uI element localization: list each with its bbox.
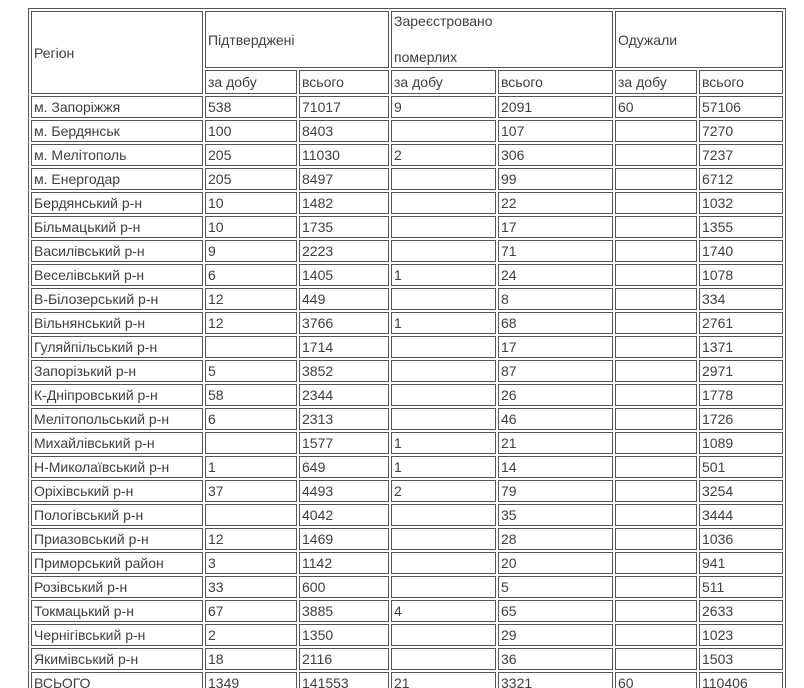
cell-confirmed-total: 141553 bbox=[299, 672, 389, 688]
cell-deaths-total: 17 bbox=[498, 336, 613, 358]
cell-confirmed-per-day: 18 bbox=[205, 648, 297, 670]
cell-region: Токмацький р-н bbox=[31, 600, 203, 622]
cell-recovered-total: 1503 bbox=[699, 648, 783, 670]
cell-recovered-per-day bbox=[615, 648, 697, 670]
cell-deaths-per-day: 1 bbox=[391, 312, 496, 334]
table-row bbox=[31, 192, 783, 214]
cell-recovered-total: 1371 bbox=[699, 336, 783, 358]
cell-confirmed-per-day: 33 bbox=[205, 576, 297, 598]
cell-deaths-total: 8 bbox=[498, 288, 613, 310]
cell-deaths-total: 5 bbox=[498, 576, 613, 598]
cell-recovered-per-day bbox=[615, 528, 697, 550]
cell-deaths-per-day bbox=[391, 288, 496, 310]
cell-recovered-total: 511 bbox=[699, 576, 783, 598]
subheader-confirmed-total: всього bbox=[299, 70, 389, 94]
cell-recovered-per-day bbox=[615, 600, 697, 622]
cell-confirmed-per-day: 10 bbox=[205, 216, 297, 238]
cell-confirmed-total: 1350 bbox=[299, 624, 389, 646]
cell-recovered-per-day bbox=[615, 336, 697, 358]
cell-region: Запорізький р-н bbox=[31, 360, 203, 382]
cell-recovered-total: 501 bbox=[699, 456, 783, 478]
cell-confirmed-total: 71017 bbox=[299, 96, 389, 118]
cell-deaths-total: 2091 bbox=[498, 96, 613, 118]
cell-deaths-per-day bbox=[391, 168, 496, 190]
cell-confirmed-per-day bbox=[205, 336, 297, 358]
cell-recovered-total: 1032 bbox=[699, 192, 783, 214]
subheader-confirmed-per-day: за добу bbox=[205, 70, 297, 94]
cell-deaths-total: 20 bbox=[498, 552, 613, 574]
cell-deaths-per-day: 21 bbox=[391, 672, 496, 688]
deaths-label-line2: померлих bbox=[394, 49, 458, 65]
cell-region: Розівський р-н bbox=[31, 576, 203, 598]
cell-recovered-total: 1726 bbox=[699, 408, 783, 430]
cell-recovered-total: 1089 bbox=[699, 432, 783, 454]
cell-deaths-per-day bbox=[391, 192, 496, 214]
cell-region: Михайлівський р-н bbox=[31, 432, 203, 454]
cell-confirmed-per-day: 538 bbox=[205, 96, 297, 118]
cell-deaths-total: 87 bbox=[498, 360, 613, 382]
cell-recovered-total: 6712 bbox=[699, 168, 783, 190]
cell-region: м. Бердянськ bbox=[31, 120, 203, 142]
table-row bbox=[31, 528, 783, 550]
cell-deaths-per-day bbox=[391, 336, 496, 358]
cell-recovered-total: 3444 bbox=[699, 504, 783, 526]
cell-deaths-total: 71 bbox=[498, 240, 613, 262]
cell-recovered-total: 941 bbox=[699, 552, 783, 574]
cell-recovered-total: 7270 bbox=[699, 120, 783, 142]
cell-region: Пологівський р-н bbox=[31, 504, 203, 526]
cell-confirmed-total: 4493 bbox=[299, 480, 389, 502]
table-row bbox=[31, 504, 783, 526]
cell-recovered-total: 110406 bbox=[699, 672, 783, 688]
cell-deaths-total: 3321 bbox=[498, 672, 613, 688]
total-row bbox=[31, 672, 783, 688]
cell-recovered-total: 334 bbox=[699, 288, 783, 310]
cell-confirmed-per-day: 205 bbox=[205, 168, 297, 190]
cell-confirmed-total: 2223 bbox=[299, 240, 389, 262]
cell-recovered-per-day bbox=[615, 144, 697, 166]
table-row bbox=[31, 96, 783, 118]
cell-deaths-per-day bbox=[391, 408, 496, 430]
cell-region: Гуляйпільський р-н bbox=[31, 336, 203, 358]
cell-region: К-Дніпровський р-н bbox=[31, 384, 203, 406]
cell-confirmed-per-day: 37 bbox=[205, 480, 297, 502]
cell-confirmed-per-day: 67 bbox=[205, 600, 297, 622]
cell-region: В-Білозерський р-н bbox=[31, 288, 203, 310]
column-group-confirmed: Підтверджені bbox=[205, 11, 389, 68]
subheader-recovered-per-day: за добу bbox=[615, 70, 697, 94]
cell-recovered-per-day bbox=[615, 192, 697, 214]
cell-recovered-per-day bbox=[615, 384, 697, 406]
cell-confirmed-total: 649 bbox=[299, 456, 389, 478]
cell-deaths-per-day: 4 bbox=[391, 600, 496, 622]
table-row bbox=[31, 240, 783, 262]
cell-confirmed-total: 2313 bbox=[299, 408, 389, 430]
cell-recovered-per-day bbox=[615, 552, 697, 574]
cell-region: Веселівський р-н bbox=[31, 264, 203, 286]
cell-confirmed-per-day: 5 bbox=[205, 360, 297, 382]
table-row bbox=[31, 408, 783, 430]
table-row bbox=[31, 288, 783, 310]
cell-recovered-per-day bbox=[615, 216, 697, 238]
cell-confirmed-per-day: 9 bbox=[205, 240, 297, 262]
cell-deaths-per-day bbox=[391, 384, 496, 406]
cell-recovered-total: 1036 bbox=[699, 528, 783, 550]
column-group-recovered: Одужали bbox=[615, 11, 783, 68]
table-row bbox=[31, 264, 783, 286]
subheader-deaths-total: всього bbox=[498, 70, 613, 94]
cell-recovered-total: 7237 bbox=[699, 144, 783, 166]
cell-deaths-per-day bbox=[391, 624, 496, 646]
table-row bbox=[31, 312, 783, 334]
cell-confirmed-total: 8403 bbox=[299, 120, 389, 142]
cell-confirmed-total: 1714 bbox=[299, 336, 389, 358]
cell-deaths-per-day bbox=[391, 240, 496, 262]
cell-confirmed-per-day bbox=[205, 432, 297, 454]
cell-recovered-total: 2971 bbox=[699, 360, 783, 382]
covid-stats-table bbox=[28, 8, 786, 688]
cell-confirmed-per-day: 2 bbox=[205, 624, 297, 646]
cell-confirmed-total: 4042 bbox=[299, 504, 389, 526]
cell-region: Більмацький р-н bbox=[31, 216, 203, 238]
cell-deaths-total: 24 bbox=[498, 264, 613, 286]
cell-region: Н-Миколаївський р-н bbox=[31, 456, 203, 478]
table-row bbox=[31, 384, 783, 406]
table-row bbox=[31, 432, 783, 454]
cell-recovered-total: 1355 bbox=[699, 216, 783, 238]
cell-deaths-total: 65 bbox=[498, 600, 613, 622]
cell-recovered-per-day bbox=[615, 120, 697, 142]
table-row bbox=[31, 624, 783, 646]
cell-confirmed-per-day: 58 bbox=[205, 384, 297, 406]
cell-recovered-total: 1023 bbox=[699, 624, 783, 646]
table-row bbox=[31, 168, 783, 190]
table-header bbox=[31, 11, 783, 94]
cell-recovered-per-day bbox=[615, 360, 697, 382]
cell-deaths-per-day bbox=[391, 576, 496, 598]
table-row bbox=[31, 216, 783, 238]
cell-recovered-total: 2761 bbox=[699, 312, 783, 334]
cell-deaths-per-day: 1 bbox=[391, 456, 496, 478]
subheader-recovered-total: всього bbox=[699, 70, 783, 94]
cell-region: м. Мелітополь bbox=[31, 144, 203, 166]
table-row bbox=[31, 144, 783, 166]
cell-confirmed-total: 3766 bbox=[299, 312, 389, 334]
cell-confirmed-per-day: 10 bbox=[205, 192, 297, 214]
cell-deaths-per-day bbox=[391, 552, 496, 574]
cell-confirmed-per-day bbox=[205, 504, 297, 526]
cell-confirmed-per-day: 100 bbox=[205, 120, 297, 142]
table-row bbox=[31, 120, 783, 142]
header-group-row bbox=[31, 11, 783, 68]
cell-recovered-per-day bbox=[615, 408, 697, 430]
cell-recovered-per-day bbox=[615, 264, 697, 286]
cell-confirmed-total: 2344 bbox=[299, 384, 389, 406]
cell-deaths-total: 35 bbox=[498, 504, 613, 526]
cell-confirmed-total: 3885 bbox=[299, 600, 389, 622]
column-header-region: Регіон bbox=[31, 11, 203, 94]
table-row bbox=[31, 336, 783, 358]
cell-recovered-per-day bbox=[615, 480, 697, 502]
cell-deaths-per-day: 2 bbox=[391, 480, 496, 502]
cell-recovered-total: 1078 bbox=[699, 264, 783, 286]
table-row bbox=[31, 648, 783, 670]
cell-deaths-total: 99 bbox=[498, 168, 613, 190]
table-row bbox=[31, 600, 783, 622]
cell-confirmed-per-day: 6 bbox=[205, 408, 297, 430]
cell-region: Чернігівський р-н bbox=[31, 624, 203, 646]
cell-region: Приазовський р-н bbox=[31, 528, 203, 550]
cell-deaths-total: 26 bbox=[498, 384, 613, 406]
cell-confirmed-total: 1577 bbox=[299, 432, 389, 454]
cell-recovered-total: 2633 bbox=[699, 600, 783, 622]
cell-deaths-per-day bbox=[391, 216, 496, 238]
cell-recovered-per-day bbox=[615, 312, 697, 334]
cell-region: ВСЬОГО bbox=[31, 672, 203, 688]
cell-recovered-per-day bbox=[615, 624, 697, 646]
cell-recovered-per-day bbox=[615, 288, 697, 310]
cell-region: Якимівський р-н bbox=[31, 648, 203, 670]
cell-deaths-per-day: 9 bbox=[391, 96, 496, 118]
cell-deaths-total: 17 bbox=[498, 216, 613, 238]
cell-confirmed-per-day: 12 bbox=[205, 312, 297, 334]
cell-deaths-total: 68 bbox=[498, 312, 613, 334]
cell-deaths-total: 107 bbox=[498, 120, 613, 142]
cell-deaths-per-day bbox=[391, 504, 496, 526]
column-group-deaths bbox=[391, 11, 613, 68]
cell-confirmed-total: 449 bbox=[299, 288, 389, 310]
deaths-label-line1: Зареєстровано bbox=[394, 13, 493, 29]
table-row bbox=[31, 360, 783, 382]
cell-recovered-per-day bbox=[615, 576, 697, 598]
cell-region: Василівський р-н bbox=[31, 240, 203, 262]
cell-recovered-per-day bbox=[615, 504, 697, 526]
cell-region: Приморський район bbox=[31, 552, 203, 574]
cell-confirmed-total: 1405 bbox=[299, 264, 389, 286]
cell-deaths-per-day bbox=[391, 360, 496, 382]
cell-deaths-total: 22 bbox=[498, 192, 613, 214]
cell-deaths-per-day bbox=[391, 120, 496, 142]
cell-deaths-total: 29 bbox=[498, 624, 613, 646]
cell-confirmed-per-day: 12 bbox=[205, 528, 297, 550]
cell-confirmed-total: 8497 bbox=[299, 168, 389, 190]
cell-recovered-per-day bbox=[615, 432, 697, 454]
cell-recovered-per-day: 60 bbox=[615, 96, 697, 118]
cell-deaths-total: 28 bbox=[498, 528, 613, 550]
cell-recovered-per-day bbox=[615, 456, 697, 478]
cell-confirmed-total: 3852 bbox=[299, 360, 389, 382]
cell-region: Мелітопольський р-н bbox=[31, 408, 203, 430]
deaths-label bbox=[394, 12, 611, 67]
cell-recovered-per-day bbox=[615, 240, 697, 262]
cell-recovered-total: 57106 bbox=[699, 96, 783, 118]
cell-deaths-per-day: 1 bbox=[391, 432, 496, 454]
cell-recovered-per-day bbox=[615, 168, 697, 190]
cell-recovered-total: 1740 bbox=[699, 240, 783, 262]
table-row bbox=[31, 552, 783, 574]
cell-confirmed-per-day: 12 bbox=[205, 288, 297, 310]
cell-confirmed-per-day: 205 bbox=[205, 144, 297, 166]
cell-region: Вільнянський р-н bbox=[31, 312, 203, 334]
cell-region: Бердянський р-н bbox=[31, 192, 203, 214]
cell-confirmed-total: 11030 bbox=[299, 144, 389, 166]
cell-recovered-total: 3254 bbox=[699, 480, 783, 502]
cell-confirmed-total: 2116 bbox=[299, 648, 389, 670]
cell-confirmed-total: 1482 bbox=[299, 192, 389, 214]
cell-deaths-total: 36 bbox=[498, 648, 613, 670]
subheader-deaths-per-day: за добу bbox=[391, 70, 496, 94]
table-body bbox=[31, 96, 783, 688]
cell-deaths-total: 79 bbox=[498, 480, 613, 502]
cell-confirmed-total: 1142 bbox=[299, 552, 389, 574]
table-row bbox=[31, 576, 783, 598]
cell-confirmed-total: 600 bbox=[299, 576, 389, 598]
cell-region: м. Енергодар bbox=[31, 168, 203, 190]
cell-confirmed-total: 1469 bbox=[299, 528, 389, 550]
cell-recovered-total: 1778 bbox=[699, 384, 783, 406]
cell-deaths-total: 14 bbox=[498, 456, 613, 478]
table-row bbox=[31, 480, 783, 502]
cell-recovered-per-day: 60 bbox=[615, 672, 697, 688]
cell-confirmed-per-day: 1 bbox=[205, 456, 297, 478]
cell-deaths-total: 21 bbox=[498, 432, 613, 454]
cell-deaths-per-day bbox=[391, 528, 496, 550]
cell-confirmed-per-day: 1349 bbox=[205, 672, 297, 688]
cell-deaths-total: 306 bbox=[498, 144, 613, 166]
cell-deaths-per-day: 1 bbox=[391, 264, 496, 286]
cell-confirmed-total: 1735 bbox=[299, 216, 389, 238]
cell-region: м. Запоріжжя bbox=[31, 96, 203, 118]
cell-deaths-total: 46 bbox=[498, 408, 613, 430]
cell-deaths-per-day: 2 bbox=[391, 144, 496, 166]
table-row bbox=[31, 456, 783, 478]
cell-deaths-per-day bbox=[391, 648, 496, 670]
cell-confirmed-per-day: 3 bbox=[205, 552, 297, 574]
cell-confirmed-per-day: 6 bbox=[205, 264, 297, 286]
cell-region: Оріхівський р-н bbox=[31, 480, 203, 502]
